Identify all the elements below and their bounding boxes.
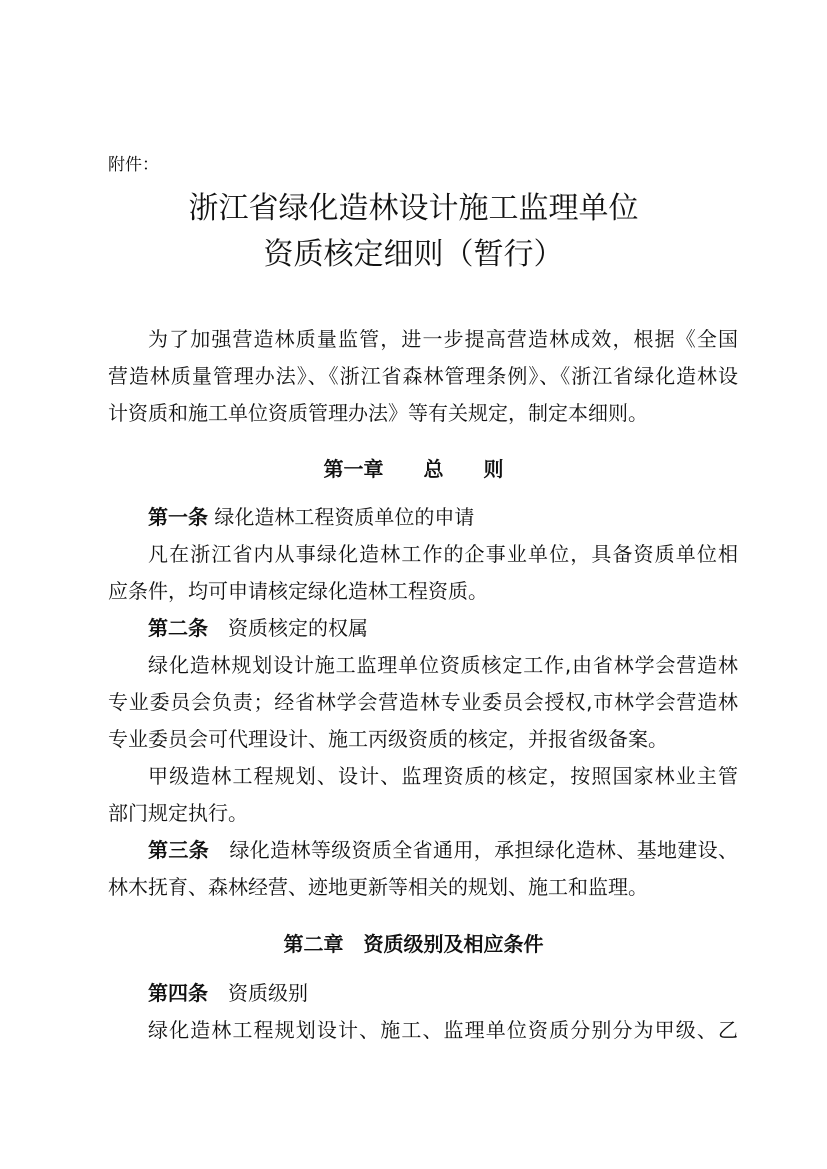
preamble-line-3: 计资质和施工单位资质管理办法》等有关规定，制定本细则。 (108, 401, 648, 425)
preamble-line-1: 为了加强营造林质量监管，进一步提高营造林成效，根据《全国 (148, 327, 738, 351)
article-2-body2-line-2: 部门规定执行。 (108, 801, 248, 825)
article-2-body-line-3: 专业委员会可代理设计、施工丙级资质的核定，并报省级备案。 (108, 727, 668, 751)
preamble-line-2: 营造林质量管理办法》、《浙江省森林管理条例》、《浙江省绿化造林设 (108, 364, 738, 388)
document-title-line-1: 浙江省绿化造林设计施工监理单位 (188, 191, 639, 226)
chapter-2-heading: 第二章 资质级别及相应条件 (283, 932, 544, 956)
article-1-title: 绿化造林工程资质单位的申请 (214, 505, 475, 529)
article-4-heading (148, 983, 308, 1003)
article-2-body-line-2: 专业委员会负责；经省林学会营造林专业委员会授权,市林学会营造林 (108, 690, 738, 714)
article-3-label: 第三条 (148, 838, 210, 862)
chapter-1-heading: 第一章 总 则 (323, 457, 504, 481)
article-2-heading (148, 618, 368, 638)
article-3-line-1 (148, 840, 738, 860)
article-2-label: 第二条 (148, 616, 208, 640)
article-3-text-first: 绿化造林等级资质全省通用，承担绿化造林、基地建设、 (229, 838, 739, 862)
article-3-line-2: 林木抚育、森林经营、迹地更新等相关的规划、施工和监理。 (108, 875, 648, 899)
article-2-body2-line-1: 甲级造林工程规划、设计、监理资质的核定，按照国家林业主管 (148, 764, 738, 788)
article-2-body-line-1: 绿化造林规划设计施工监理单位资质核定工作,由省林学会营造林 (148, 653, 738, 677)
article-4-label: 第四条 (148, 981, 208, 1005)
article-1-heading (148, 507, 474, 527)
article-4-body-line-1: 绿化造林工程规划设计、施工、监理单位资质分别分为甲级、乙 (148, 1018, 738, 1042)
article-2-title: 资质核定的权属 (228, 616, 368, 640)
article-1-label: 第一条 (148, 505, 208, 529)
attachment-label: 附件： (108, 155, 159, 175)
article-4-title: 资质级别 (228, 981, 308, 1005)
document-title-line-2: 资质核定细则（暂行） (263, 237, 564, 272)
article-1-body-line-2: 应条件，均可申请核定绿化造林工程资质。 (108, 579, 488, 603)
article-1-body-line-1: 凡在浙江省内从事绿化造林工作的企事业单位，具备资质单位相 (148, 542, 738, 566)
